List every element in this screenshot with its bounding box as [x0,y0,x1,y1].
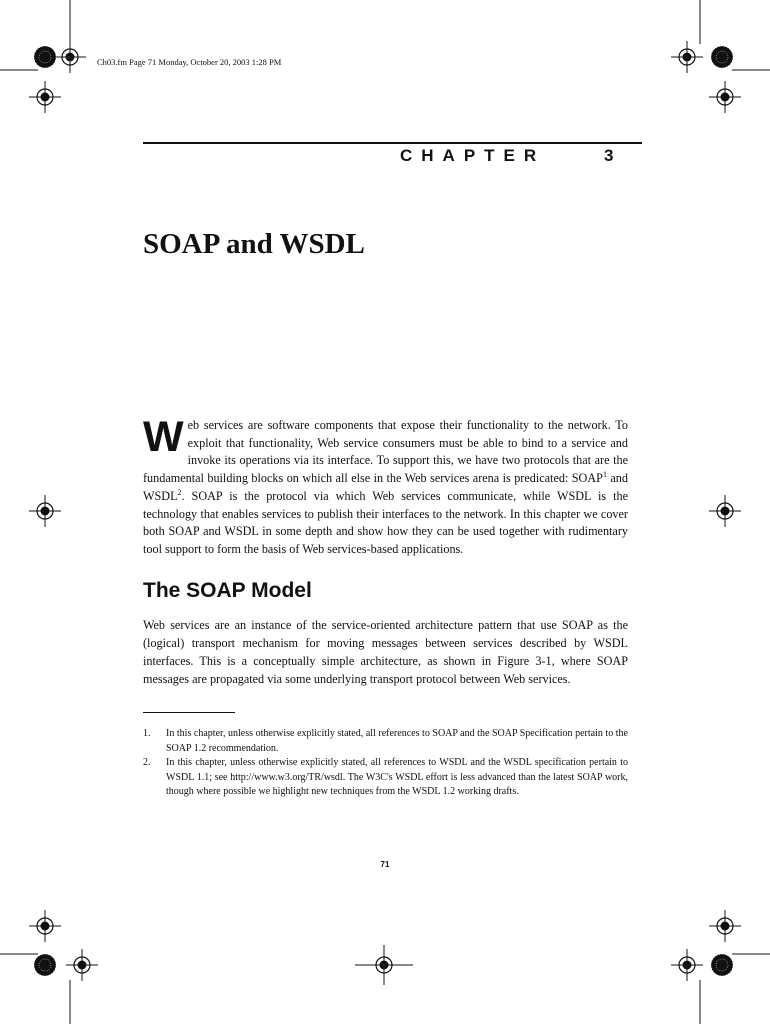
starburst-bottom-left-icon [34,954,56,976]
section-heading: The SOAP Model [143,579,312,602]
footnote-item [143,756,628,800]
footnote-ref-2: 2 [177,487,182,497]
footnote-item [143,727,628,756]
section-body: Web services are an instance of the service-oriented architecture pattern that use SOAP as the (logical) transport mechanism for moving messages between services described by WSDL interfaces. This is a conceptually simple architecture, as shown in Figure 3-1, where SOAP messages are propagated via some underlying transport protocol between Web services. [143,618,628,686]
footnote-text: In this chapter, unless otherwise explicitly stated, all references to WSDL and the WSDL specification pertain to WSDL 1.1; see http://www.w3.org/TR/wsdl. The W3C's WSDL effort is less advanced than the latest SOAP work, though where possible we highlight new techniques from the WSDL 1.2 working drafts. [166,757,628,797]
registration-mark-bottom-right-icon [709,910,741,942]
registration-mark-top-left-icon [54,41,86,73]
registration-mark-bottom-right-2-icon [671,949,703,981]
intro-paragraph [143,413,628,559]
intro-text-1: eb services are software components that expose their functionality to the network. To exploit that functionality, Web service consumers must be able to bind to a service and invoke its operations via its interface. To support this, we have two protocols that are the fundamental building blocks on which all else in the Web services arena is predicated: SOAP [143,418,628,486]
registration-mark-top-right-icon [671,41,703,73]
page-number: 71 [380,860,390,869]
footnote-number: 2. [143,757,151,768]
chapter-number: 3 [604,146,614,165]
footnote-ref-1: 1 [602,470,607,480]
intro-text-3: . SOAP is the protocol via which Web services communicate, while WSDL is the technology that enables services to publish their interfaces to the network. In this chapter we cover both SOAP and WSDL in some depth and show how they can be used together with rudimentary tool support to form the basis of Web services-based applications. [143,488,628,556]
registration-mark-bottom-left-2-icon [66,949,98,981]
starburst-top-right-icon [711,46,733,68]
intro-text-2: and WSDL [143,471,628,503]
registration-mark-bottom-left-icon [29,910,61,942]
chapter-rule [143,142,642,144]
starburst-bottom-right-icon [711,954,733,976]
footnote-rule [143,712,235,713]
drop-cap: W [143,413,184,461]
registration-mark-bottom-center-icon [368,949,400,981]
footnote-text: In this chapter, unless otherwise explicitly stated, all references to SOAP and the SOAP Specification pertain to the SOAP 1.2 recommendation. [166,728,628,754]
page-header-meta: Ch03.fm Page 71 Monday, October 20, 2003 1:28 PM [97,57,282,67]
registration-mark-mid-left-icon [29,495,61,527]
chapter-label: CHAPTER [400,146,546,165]
registration-mark-mid-right-icon [709,495,741,527]
chapter-title: SOAP and WSDL [143,228,365,260]
footnote-number: 1. [143,728,151,739]
footnotes-list [143,727,628,800]
registration-mark-top-left-2-icon [29,81,61,113]
registration-mark-top-right-2-icon [709,81,741,113]
starburst-top-left-icon [34,46,56,68]
